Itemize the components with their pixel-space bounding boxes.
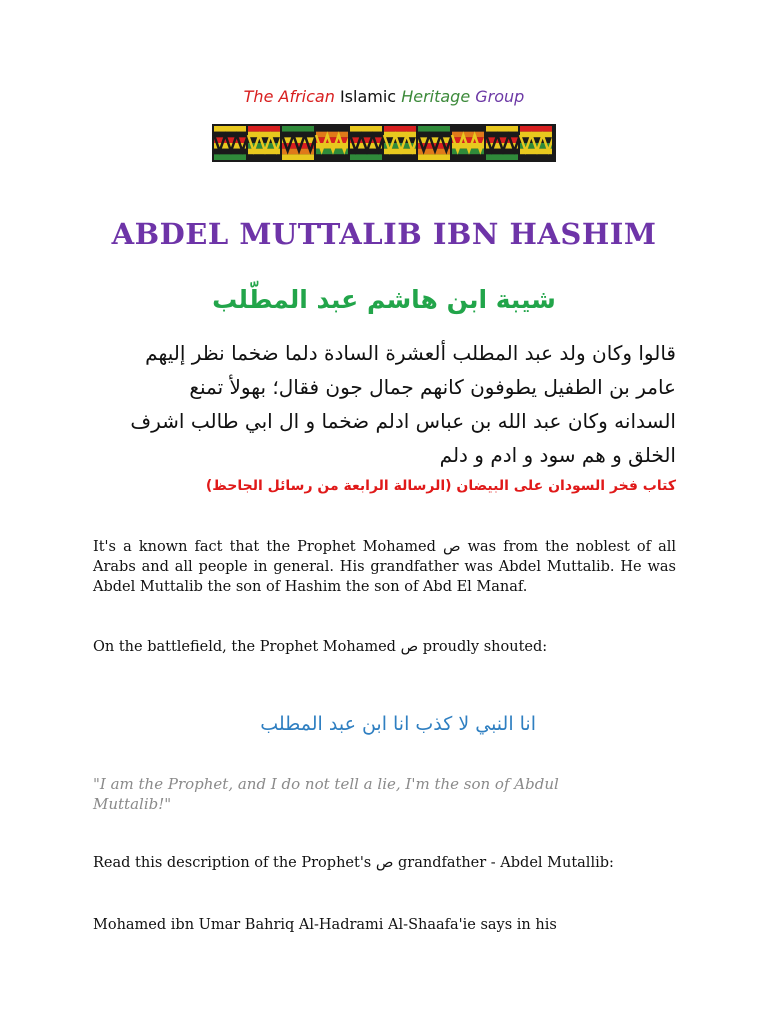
group-name-word-the: The	[243, 87, 274, 106]
arabic-passage	[92, 336, 676, 472]
kente-stripe	[384, 126, 418, 132]
kente-stripe	[452, 154, 486, 160]
arabic-passage-line: الخلق و هم سود و ادم و دلم	[439, 443, 676, 467]
kente-stripe	[486, 154, 520, 160]
kente-stripe	[350, 137, 384, 143]
kente-divider	[382, 126, 384, 160]
kente-divider	[518, 126, 520, 160]
kente-stripe	[418, 126, 452, 132]
kente-stripe	[282, 137, 316, 143]
kente-stripe	[248, 154, 282, 160]
group-name-header	[0, 86, 768, 108]
intro-paragraph: It's a known fact that the Prophet Mohamed ص was from the noblest of all Arabs and all people in general. His grandfather was Abdel Muttalib. He was Abdel Muttalib the son of Hashim the son of Abd El Manaf.	[93, 539, 677, 595]
group-name-word-group: Group	[475, 87, 525, 106]
kente-stripe	[486, 132, 520, 138]
kente-stripe	[486, 137, 520, 143]
kente-stripe	[384, 132, 418, 138]
kente-stripe	[350, 126, 384, 132]
kente-stripe	[418, 132, 452, 138]
page-title: ABDEL MUTTALIB IBN HASHIM	[111, 217, 657, 251]
kente-divider	[348, 126, 350, 160]
kente-stripe	[452, 126, 486, 132]
kente-stripe	[418, 137, 452, 143]
kente-stripe	[316, 137, 350, 143]
kente-stripe	[316, 126, 350, 132]
english-quote: "I am the Prophet, and I do not tell a lie, I'm the son of Abdul Muttalib!"	[93, 775, 559, 813]
kente-stripe	[350, 154, 384, 160]
kente-stripe	[452, 132, 486, 138]
kente-stripe	[520, 132, 554, 138]
kente-stripe	[316, 154, 350, 160]
kente-stripe	[248, 132, 282, 138]
kente-stripe	[486, 126, 520, 132]
battlefield-paragraph: On the battlefield, the Prophet Mohamed ص proudly shouted:	[93, 639, 548, 655]
group-name-word-islamic: Islamic	[339, 87, 397, 106]
kente-stripe	[452, 137, 486, 143]
arabic-citation: كتاب فخر السودان على البيضان (الرسالة الرابعة من رسائل الجاحظ)	[205, 478, 676, 494]
kente-stripe	[418, 154, 452, 160]
kente-stripe	[282, 126, 316, 132]
kente-divider	[280, 126, 282, 160]
kente-stripe	[214, 154, 248, 160]
kente-divider	[484, 126, 486, 160]
kente-stripe	[214, 137, 248, 143]
kente-stripe	[384, 154, 418, 160]
group-name-word-african: African	[278, 87, 335, 106]
kente-stripe	[214, 132, 248, 138]
kente-stripe	[316, 132, 350, 138]
kente-divider	[314, 126, 316, 160]
kente-stripe	[282, 132, 316, 138]
arabic-title: شيبة ابن هاشم عبد المطّلب	[212, 285, 556, 314]
kente-stripe	[520, 154, 554, 160]
kente-stripe	[520, 137, 554, 143]
arabic-passage-line: السدانه وكان عبد الله بن عباس ادلم ضخما و ال ابي طالب اشرف	[130, 409, 676, 433]
kente-stripe	[214, 126, 248, 132]
kente-stripe	[282, 154, 316, 160]
kente-cloth-pattern-icon	[212, 124, 556, 162]
kente-stripe	[248, 126, 282, 132]
group-name-word-heritage: Heritage	[401, 87, 471, 106]
arabic-passage-line: قالوا وكان ولد عبد المطلب ألعشرة السادة دلما ضخما نظر إليهم	[145, 341, 676, 365]
kente-divider	[552, 126, 554, 160]
kente-divider	[450, 126, 452, 160]
kente-stripe	[248, 137, 282, 143]
source-paragraph: Mohamed ibn Umar Bahriq Al-Hadrami Al-Shaafa'ie says in his	[93, 917, 557, 933]
kente-divider	[246, 126, 248, 160]
kente-stripe	[384, 137, 418, 143]
kente-stripe	[520, 126, 554, 132]
arabic-quote: انا النبي لا كذب انا ابن عبد المطلب	[260, 713, 536, 735]
description-paragraph: Read this description of the Prophet's ص grandfather - Abdel Mutallib:	[93, 855, 614, 871]
kente-stripe	[350, 132, 384, 138]
kente-divider	[416, 126, 418, 160]
arabic-passage-line: عامر بن الطفيل يطوفون كانهم جمال جون فقال؛ بهولأ تمنع	[189, 375, 676, 399]
